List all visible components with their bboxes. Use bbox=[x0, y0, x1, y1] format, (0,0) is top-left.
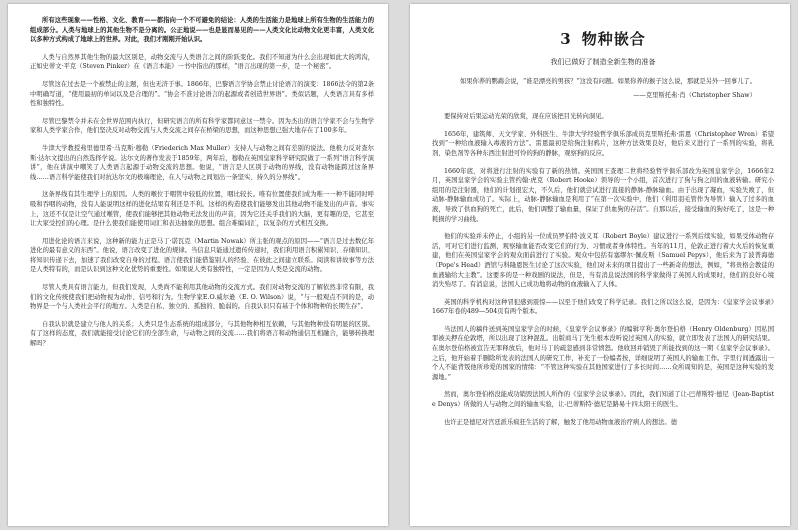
paragraph: 1656年，建筑师、天文学家、外科医生、牛津大学经验哲学俱乐部成员克里斯托弗·雷恩（Christopher Wren）希望找到“一种给血液输入毒液的方法”。雷恩最初是给狗注射鸦片，这种方法效果良好，他后来又进行了一系列的实验，将乳剂、染色剂等各种东西注射进可怜的狗的静脉，观察狗的反应。 bbox=[432, 130, 774, 157]
paragraph: 尽管人类具有语言能力，但我们发现，人类尚不能利用其他动物的交流方式。我们对动物交流的了解依然非常有限，我们的文化传统使我们把动物视为动作、信号和行为。生物学家E.O.威尔逊（E. O. Wilson）说，“与一般观点不同的是，动物界是一个与人类社会平行的地方。人类是自私、独立的、孤独的、脆弱的。自我认识只有基于个体和物种的长期生存”。 bbox=[30, 284, 374, 311]
epigraph: 如果你养的鹦鹉会说，“谁是漂亮的男孩？”这没有问题。如果你养的猴子这么说，那就是另外一回事儿了。 bbox=[460, 78, 757, 85]
paragraph: 尽管这在过去是一个被禁止的主题，但也无济于事。1866年，巴黎语言学协会禁止讨论语言的演变：1866法令的第2条中明确写道，“使用最初的单词以及是合理的”。“协会不准讨论语言的起源或者创造世界语”。类似话题，人类语言具有多样性和独特性。 bbox=[30, 80, 375, 108]
chapter-subtitle: 我们已做好了制造全新生物的准备 bbox=[550, 58, 656, 66]
chapter-number: 3 bbox=[560, 30, 572, 48]
paragraph: 然而，奥尔登伯格没能成功销毁法国人所作的《皇家学会议事录》。因此，我们知道了让-巴蒂斯特·德尼（Jean-Baptiste Denys）所做的人与动物之间的输血实验，让-巴蒂斯特·德尼是路易十四太阳王的医生。 bbox=[432, 391, 774, 409]
paragraph: 所有这些现象——性格、文化、教育——都指向一个不可避免的结论：人类的生活能力是地球上所有生物的生活能力的组成部分。人类与地球上的其他生物不是分离的。公正地说——也是显而易见的——人类文化比动物文化更丰富，人类文化以多种方式构成了地球上的世界。对此，我们才刚刚开始认识。 bbox=[30, 17, 374, 44]
left-page bbox=[8, 4, 388, 526]
chapter-name: 物种嵌合 bbox=[581, 30, 646, 48]
paragraph: 1660年底，对将进行注射的实验有了新的热情。英国国王查理二世将经验哲学俱乐部改为英国皇家学会，1666年2月，英国皇家学会的实验主管约翰·虎克（Robert Hooke）领导的一个小组，首次进行了狗与狗之间的血液转输。研究小组用的是注射器，他们的计划很宏大，不久后，他们就尝试进行直接的静脉-静脉输血。由于出现了凝血，实验失败了，但动脉-静脉输血成功了。实际上，动脉-静脉输血是利用了“在第一次实验中，他们（利用羽毛管作为导管）输入了过多的血液，导致了供血狗的死亡，此后，他们调整了输血量，保证了供血狗的存活”。自那以后，接受输血的狗好吃了，这是一种耗损的学习曲线。 bbox=[432, 167, 774, 223]
chapter-title bbox=[432, 28, 774, 49]
paragraph: 他们的实验并未停止，小组的另一位成员罗伯特·波义耳（Robert Boyle）建议进行一系列后续实验，如果受体动物存活，可对它们进行监测，观察输血能否改变它们的行为、习惯或者身体特性。当年的11月，伦敦正进行着大火后的恢复重建，他们在英国皇家学会的观众面前进行了实验。观众中包括有塞缪尔·佩皮斯（Samuel Pepys），他后来为了波普海德（Pope's Head）酒馆与科隆恩医生讨论了这次实验，他们对未来的项目提出了一些新奇的想法，例如，“将贵格会教徒的血液输给大主教”。这要多的是一种戏剧的说法，但是，当有消息说法国的科学家做得了英国人的成果时，他们的良好心境消失殆尽了。有消息说，法国人已成功地将动物的血液输入了人体。 bbox=[432, 233, 774, 289]
right-page bbox=[410, 4, 790, 526]
paragraph: 这条界线有其生理学上的原因。人类的喉位于咽管中较低的位置，咽比较长。唯有位置使我们成为唯一一种不能同时呼吸和吞咽的动物，没有人能说明这样的进化结果有利还是不利。这样的构造使我们能够发出其他动物不能发出的声音。事实上，这还不仅是让空气通过喉管，使我们能够把其他动物无法发出的声音，因为它还关乎我们的大脑，更有趣的是，它甚至让大家受控们的心理。是什么使我们能使用词汇和表达抽象的思想。组合难编词汇，以复杂的方式相互交换。 bbox=[30, 191, 374, 228]
paragraph: 用进化论的语言来说，这种新的能力正是马丁·诺瓦克（Martin Nowak）所主张的观点的原因——“语言是过去数亿年进化的最有意义的东西”。他说，语言改变了进化的规律。当信息只能通过遗传传递时，我们利用语言积累知识、存储知识、将知识传递下去，加速了我们改变自身的过程。语言使我们能借鉴别人的经验、在彼此之间建立联系。阅读和讲故事等方法是人类特有的，而是认识到这种文化优势的重要性。如果说人类有独特性，一定是因为人类是交流的动物。 bbox=[30, 237, 374, 274]
paragraph: 人类与自然界其他生物的最大区别是，动物交流与人类语言之间的阶跃变化。我们不知道为什么会出现如此大的鸿沟，正如史蒂文·平克（Steven Pinker）在《语言本能》一书中指出的那样，“语言出现的第一步，是一个秘密”。 bbox=[30, 53, 374, 71]
paragraph: 也许正是德尼对宫廷派乐疯狂生活的了解，触发了他用动物血液治疗病人的想法。德 bbox=[444, 418, 677, 426]
paragraph: 尽管巴黎禁令并未在全世界范围内执行，但研究语言的所有科学家都同意这一禁令。因为杰出的语言学家不会与生物学家和人类学家合作，他们坚决反对动物交流与人类交流之间存在桥梁的思想，而这种思想已强大地存在了100多年。 bbox=[30, 117, 374, 135]
paragraph: 牛津大学教授弗里德里希·马克斯·穆勒（Friederich Max Muller）支持人与动物之间有差别的说法。他极力反对查尔斯·达尔文提出的自然选择学说。达尔文的著作发表于1859年，两年后，穆勒在英国皇家科学研究院做了一系列“语言科学演讲”，他在讲演中嘲笑了人类语言起源于动物交流的思想。他说，“语言是人区别于动物的界线，没有动物能跨过这条界线……语言科学能使我们对抗达尔文的极端理论，在人与动物之间划出一条坚实、持久的分界线”。 bbox=[30, 144, 374, 181]
paragraph: 自我认识就是建立与他人的关系；人类只是生态系统的组成部分，与其他物种相互依赖，与其他物种没有明显的区别。有了这样的态度，我们就能接受讨论它们的全部生命，与动物之间的交流……我们将语言和动物通信互相融合，能够转换理解吗？ bbox=[30, 320, 374, 348]
paragraph: 当法国人的稿件送到英国皇家学会的时候，《皇家学会议事录》的编辑亨利·奥尔登伯格（Henry Oldenburg）因私国罪被关押在伦敦塔，所以出现了这种混乱。出版商马丁先生根本没听说过英国人的实验，就立即发表了法国人的研究结果。在奥尔登伯格被宣告无罪释放后，他对马丁的疏忽感到非常愤怒。他收回并销毁了所能找到的这一期《皇家学会议事录》。之后，他开始着手删除所发表的法国人的研究工作，补充了一份编者按，详细说明了英国人的输血工作。字里行间透露出一个人不能背叛他所珍爱的国家的情绪：“不管这种实验在其他国家进行了多长时间……众所周知的是，英国是这种实验的发源地。” bbox=[432, 325, 774, 381]
paragraph: 英国的科学机构对这种冒犯感到震惊——以至于他们改变了科学记录。我们之所以这么说，是因为：《皇家学会议事录》1667年卷的489—504页有两个版本。 bbox=[432, 298, 774, 316]
epigraph-attribution: ——克里斯托弗·肖（Christopher Shaw） bbox=[633, 91, 756, 99]
paragraph: 要保持对后果运动光荣的欣赏，现在应该把目光转向洞见。 bbox=[444, 113, 608, 121]
